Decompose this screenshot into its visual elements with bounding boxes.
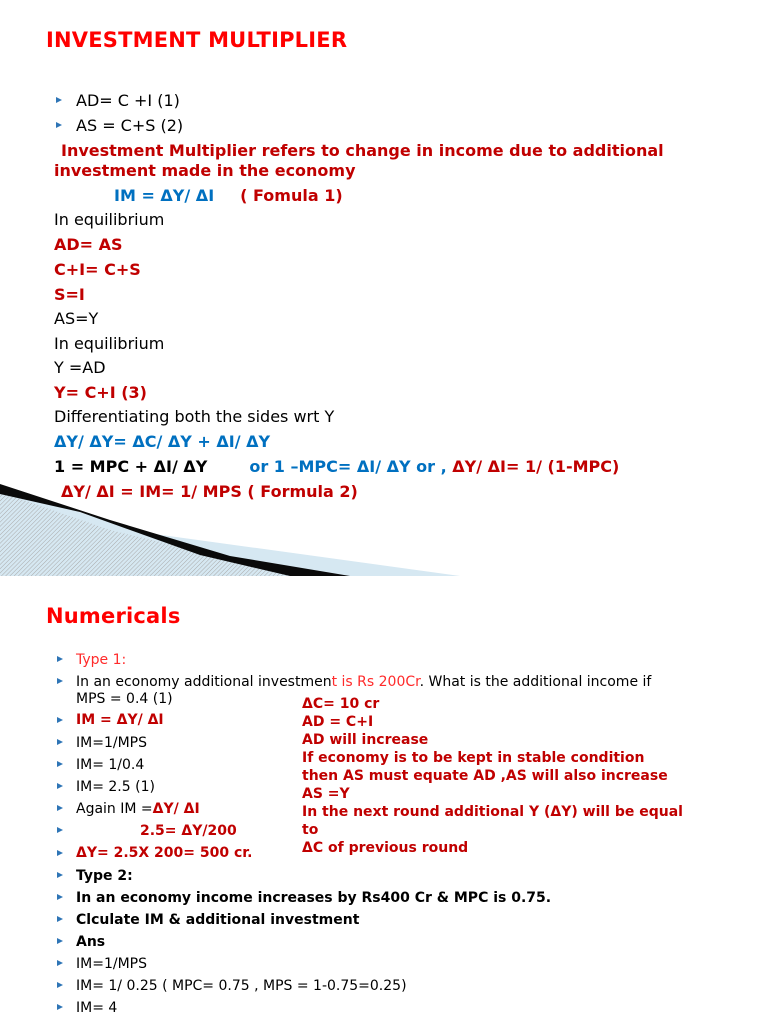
slide-numericals: [0, 578, 768, 1024]
label-type-1: Type 1:: [76, 652, 127, 668]
bullet-marker-icon: [57, 805, 63, 811]
question-2: In an economy income increases by Rs400 Cr & MPC is 0.75.: [76, 890, 552, 906]
formula-1-tag: ( Fomula 1): [240, 186, 343, 205]
note-stable-condition: If economy is to be kept in stable condition: [302, 750, 645, 766]
bullet-marker-icon: [57, 960, 63, 966]
equation-s-i: S=I: [54, 285, 85, 304]
equation-y-ci: Y= C+I (3): [54, 383, 147, 402]
slide-title-numericals: Numericals: [46, 604, 181, 628]
equation-mpc-part-b: or 1 –MPC= ΔI/ ΔY or ,: [249, 457, 447, 476]
step-again: [76, 800, 200, 818]
note-previous-round: ΔC of previous round: [302, 840, 469, 856]
result-dy-500: ΔY= 2.5X 200= 500 cr.: [76, 845, 253, 861]
bullet-ad-equation: AD= C +I (1): [76, 91, 180, 110]
equation-as-y: AS=Y: [54, 309, 99, 328]
label-ans: Ans: [76, 934, 106, 950]
question-1-text-c: . What is the additional income if: [419, 674, 652, 690]
bullet-marker-icon: [57, 982, 63, 988]
formula-2-line: ΔY/ ΔI = IM= 1/ MPS ( Formula 2): [61, 482, 358, 501]
step-im-1-04: IM= 1/0.4: [76, 757, 145, 773]
question-1-text-a: In an economy additional investmen: [76, 674, 332, 690]
bullet-marker-icon: [57, 827, 63, 833]
note-ad-increase: AD will increase: [302, 732, 429, 748]
bullet-marker-icon: [57, 656, 63, 662]
equation-ci-cs: C+I= C+S: [54, 260, 141, 279]
bullet-marker-icon: [57, 850, 63, 856]
note-dc-10cr: ΔC= 10 cr: [302, 696, 380, 712]
bullet-marker-icon: [57, 894, 63, 900]
bullet-marker-icon: [57, 717, 63, 723]
bullet-marker-icon: [57, 761, 63, 767]
text-in-equilibrium: In equilibrium: [54, 210, 165, 229]
definition-line-1: Investment Multiplier refers to change in income due to additional: [61, 141, 664, 160]
text-in-equilibrium-2: In equilibrium: [54, 334, 165, 353]
bullet-marker-icon: [57, 1004, 63, 1010]
note-as-y: AS =Y: [302, 786, 350, 802]
answer-im-4: IM= 4: [76, 1000, 118, 1016]
step-again-formula: ΔY/ ΔI: [152, 801, 200, 817]
note-next-round: In the next round additional Y (ΔY) will be equal: [302, 804, 683, 820]
definition-line-2: investment made in the economy: [54, 161, 356, 180]
question-1-line-2: MPS = 0.4 (1): [76, 691, 173, 707]
step-25-dy-200: 2.5= ΔY/200: [140, 823, 237, 839]
step-again-text: Again IM =: [76, 801, 153, 817]
answer-im-1-mps: IM=1/MPS: [76, 956, 147, 972]
bullet-marker-icon: [57, 916, 63, 922]
step-im-1-mps: IM=1/MPS: [76, 735, 147, 751]
bullet-marker-icon: [57, 739, 63, 745]
equation-y-ad: Y =AD: [54, 358, 106, 377]
note-as-equate-ad: then AS must equate AD ,AS will also increase: [302, 768, 668, 784]
answer-im-1-025: IM= 1/ 0.25 ( MPC= 0.75 , MPS = 1-0.75=0.25): [76, 978, 407, 994]
note-ad-ci: AD = C+I: [302, 714, 374, 730]
question-1-text-b: t is Rs 200Cr: [331, 674, 420, 690]
equation-ad-as: AD= AS: [54, 235, 123, 254]
bullet-as-equation: AS = C+S (2): [76, 116, 184, 135]
im-formula: IM = ΔY/ ΔI: [76, 712, 164, 728]
step-im-25: IM= 2.5 (1): [76, 779, 155, 795]
formula-1-expression: IM = ΔY/ ΔI: [114, 186, 215, 205]
note-to: to: [302, 822, 319, 838]
bullet-marker-icon: [57, 872, 63, 878]
slide-title: INVESTMENT MULTIPLIER: [46, 28, 348, 52]
bullet-marker-icon: [57, 938, 63, 944]
label-type-2: Type 2:: [76, 868, 133, 884]
question-2-calculate: Clculate IM & additional investment: [76, 912, 360, 928]
equation-mpc-part-a: 1 = MPC + ΔI/ ΔY: [54, 457, 208, 476]
equation-mpc-part-c: ΔY/ ΔI= 1/ (1-MPC): [452, 457, 620, 476]
bullet-marker-icon: [57, 678, 63, 684]
bullet-marker-icon: [57, 783, 63, 789]
question-1-line-1: [76, 673, 651, 691]
equation-dy-dy: ΔY/ ΔY= ΔC/ ΔY + ΔI/ ΔY: [54, 432, 271, 451]
text-differentiating: Differentiating both the sides wrt Y: [54, 407, 335, 426]
